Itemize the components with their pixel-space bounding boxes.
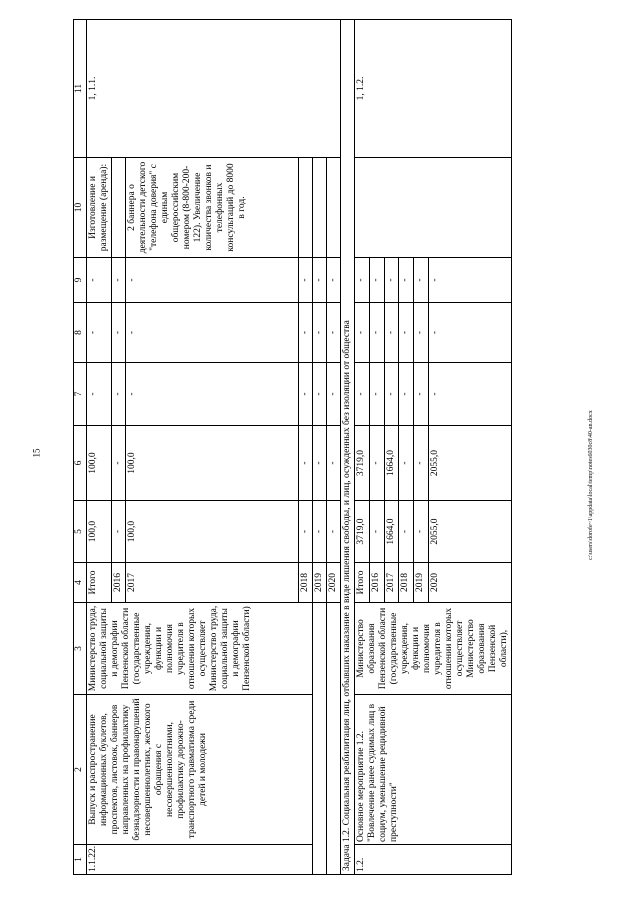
value-cell: - [313,258,327,303]
value-cell: - [112,501,126,563]
col-header-1: 1 [74,845,87,875]
reference-cell: 1, 1.1. [87,20,341,158]
result-cell: 2 баннера о деятельности детского "телефона доверия" с единым общероссийским номером (8-800-200-122). Увеличение количества звонков и телефонных консультаций до 8000 в год. [126,158,299,258]
value-cell: 100,0 [126,501,299,563]
value-cell: - [299,501,313,563]
col-header-11: 11 [74,20,87,158]
year-cell: 2018 [299,563,313,603]
value-cell: - [399,426,414,501]
value-cell: - [112,363,126,426]
value-cell: - [369,363,384,426]
value-cell: - [414,303,429,363]
col-header-3: 3 [74,603,87,695]
value-cell: 100,0 [87,501,112,563]
header-row [74,20,87,875]
value-cell: - [429,303,512,363]
value-cell: - [112,258,126,303]
value-cell: - [327,426,341,501]
value-cell: - [384,303,399,363]
col-header-4: 4 [74,563,87,603]
table-row [87,20,112,875]
year-cell: Итого [87,563,112,603]
result-cell: Изготовление и размещение (аренда): [87,158,112,258]
value-cell: - [414,363,429,426]
footer-file-path: c:\users\dorofe~1\appdata\local\temp\notes6030c8\40-an.docx [588,410,594,560]
value-cell: - [369,303,384,363]
value-cell: - [327,303,341,363]
value-cell: - [126,363,299,426]
value-cell: - [327,501,341,563]
value-cell: - [414,426,429,501]
col-header-9: 9 [74,258,87,303]
value-cell: - [355,258,370,303]
value-cell: - [384,258,399,303]
result-cell [327,158,341,258]
year-cell: Итого [355,563,370,603]
value-cell: 1664,0 [384,501,399,563]
reference-cell: 1, 1.2. [355,20,512,158]
value-cell: - [399,501,414,563]
event-name: Выпуск и распространение информационных буклетов, проспектов, листовок, баннеров направленных на профилактику безнадзорности и правонарушений несовершеннолетних, жестокого обращения с несовершеннолетними, профилактику дорожно-транспортного травматизма среди детей и молодежи [87,695,313,845]
value-cell: 100,0 [87,426,112,501]
value-cell: - [384,363,399,426]
year-cell: 2017 [126,563,299,603]
value-cell: 100,0 [126,426,299,501]
value-cell: - [87,303,112,363]
year-cell: 2020 [327,563,341,603]
task-heading: Задача 1.2. Социальная реабилитация лиц, отбывших наказание в виде лишения свободы, и лиц, осужденных без изоляции от общества [341,20,355,875]
year-cell: 2019 [313,563,327,603]
col-header-10: 10 [74,158,87,258]
value-cell: - [399,363,414,426]
value-cell: - [355,303,370,363]
value-cell: - [313,501,327,563]
value-cell: 2055,0 [429,426,512,501]
year-cell: 2017 [384,563,399,603]
col-header-2: 2 [74,695,87,845]
value-cell: - [369,426,384,501]
result-cell [299,158,313,258]
value-cell: - [399,303,414,363]
executor: Министерство образования Пензенской области (государственные учреждения, функции и полномочия учредителя в отношении которых осуществляет Министерство образования Пензенской области), [355,603,512,695]
event-name: Основное мероприятие 1.2. "Вовлечение ранее судимых лиц в социум, уменьшение рецидивной преступности" [355,695,512,845]
value-cell: - [87,258,112,303]
col-header-5: 5 [74,501,87,563]
spacer-cell [327,603,341,875]
value-cell: - [369,258,384,303]
value-cell: 2055,0 [429,501,512,563]
rotated-table-wrapper [73,20,588,875]
value-cell: - [414,501,429,563]
result-cell [313,158,327,258]
row-number: 1.2. [355,845,512,875]
value-cell: - [414,258,429,303]
value-cell: - [327,363,341,426]
year-cell: 2018 [399,563,414,603]
value-cell: 3719,0 [355,501,370,563]
value-cell: - [327,258,341,303]
value-cell: - [87,363,112,426]
value-cell: - [399,258,414,303]
spacer-cell [313,603,327,875]
program-table [73,19,512,875]
result-cell [355,158,512,258]
executor: Министерство труда, социальной защиты и демографии Пензенской области (государственные учреждения, функции и полномочия учредителя в отношении которых осуществляет Министерство труда, социальной защиты и демографии Пензенской области) [87,603,313,695]
value-cell: - [299,363,313,426]
year-cell: 2020 [429,563,512,603]
value-cell: - [429,258,512,303]
year-cell: 2016 [112,563,126,603]
col-header-6: 6 [74,426,87,501]
value-cell: - [299,426,313,501]
value-cell: - [369,501,384,563]
row-number: 1.1.22. [87,845,313,875]
value-cell: 1664,0 [384,426,399,501]
value-cell: 3719,0 [355,426,370,501]
table-row [355,20,370,875]
task-heading-row [341,20,355,875]
value-cell: - [299,303,313,363]
col-header-8: 8 [74,303,87,363]
value-cell: - [429,363,512,426]
page-number: 15 [31,448,42,458]
col-header-7: 7 [74,363,87,426]
value-cell: - [313,303,327,363]
value-cell: - [313,426,327,501]
value-cell: - [112,426,126,501]
value-cell: - [112,303,126,363]
value-cell: - [355,363,370,426]
value-cell: - [299,258,313,303]
value-cell: - [313,363,327,426]
value-cell: - [126,303,299,363]
value-cell: - [126,258,299,303]
result-cell [112,158,126,258]
year-cell: 2019 [414,563,429,603]
year-cell: 2016 [369,563,384,603]
